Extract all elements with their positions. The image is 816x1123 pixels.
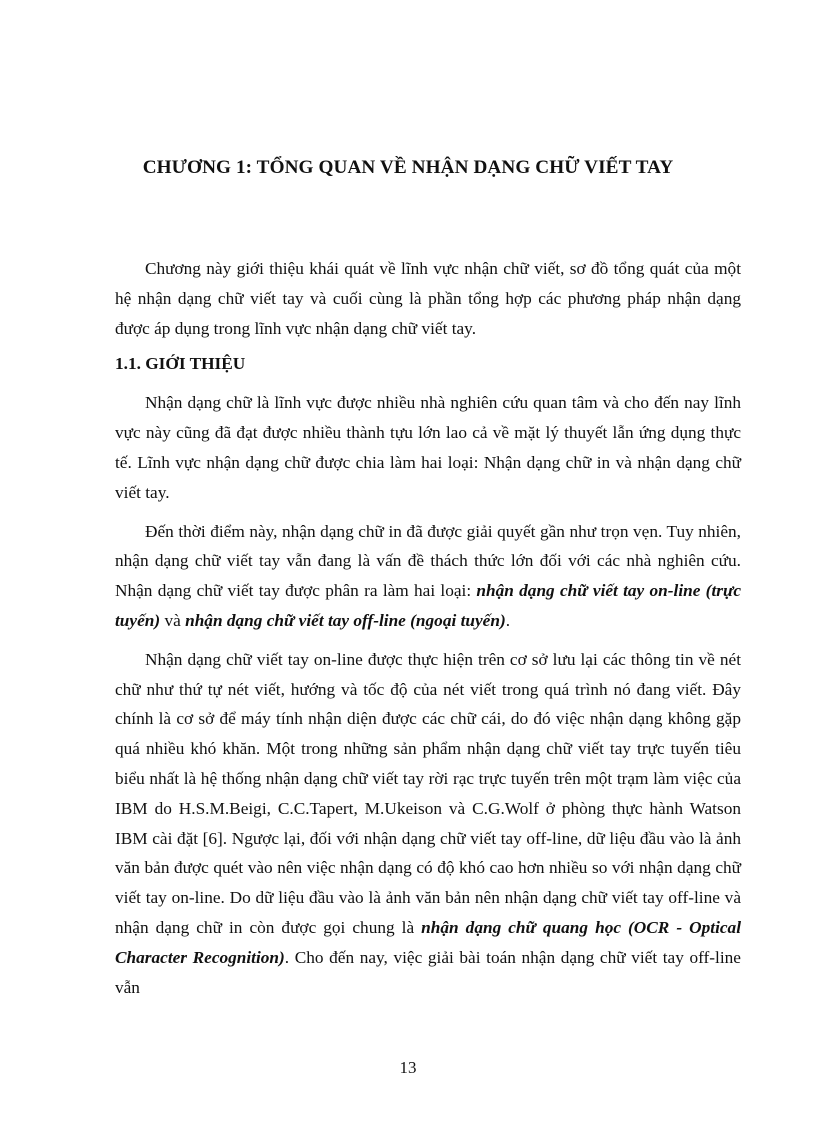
chapter-title: CHƯƠNG 1: TỔNG QUAN VỀ NHẬN DẠNG CHỮ VIẾT TAY — [142, 157, 674, 178]
paragraph-2 — [115, 517, 741, 636]
paragraph-2-text-2: và — [160, 610, 186, 630]
paragraph-2-emphasis-offline: nhận dạng chữ viết tay off-line (ngoại tuyến) — [185, 610, 506, 630]
paragraph-3-emphasis-ocr: nhận dạng chữ quang học (OCR - Optical Character Recognition) — [115, 917, 741, 967]
paragraph-2-text-3: . — [505, 610, 511, 630]
body-content — [115, 254, 741, 1011]
paragraph-2-text-1: Đến thời điểm này, nhận dạng chữ in đã được giải quyết gần như trọn vẹn. Tuy nhiên, nhận dạng chữ viết tay vẫn đang là vấn đề thách thức lớn đối với các nhà nghiên cứu. Nhận dạng chữ viết tay được phân ra làm hai loại: — [115, 521, 741, 601]
intro-paragraph: Chương này giới thiệu khái quát về lĩnh vực nhận chữ viết, sơ đồ tổng quát của một hệ nhận dạng chữ viết tay và cuối cùng là phần tổng hợp các phương pháp nhận dạng được áp dụng trong lĩnh vực nhận dạng chữ viết tay. — [115, 259, 741, 338]
paragraph-2-emphasis-online: nhận dạng chữ viết tay on-line (trực tuyến) — [115, 581, 741, 630]
page-number: 13 — [399, 1058, 417, 1077]
section-heading: 1.1. GIỚI THIỆU — [115, 354, 246, 374]
paragraph-3-text-2: . Cho đến nay, việc giải bài toán nhận dạng chữ viết tay off-line vẫn — [115, 947, 741, 997]
paragraph-3-text-1: Nhận dạng chữ viết tay on-line được thực hiện trên cơ sở lưu lại các thông tin về nét chữ như thứ tự nét viết, hướng và tốc độ của nét viết trong quá trình nó đang viết. Đây chính là cơ sở để máy tính nhận diện được các chữ cái, do đó việc nhận dạng không gặp quá nhiều khó khăn. Một trong những sản phẩm nhận dạng chữ viết tay trực tuyến tiêu biểu nhất là hệ thống nhận dạng chữ viết tay rời rạc trực tuyến trên một trạm làm việc của IBM do H.S.M.Beigi, C.C.Tapert, M.Ukeison và C.G.Wolf ở phòng thực hành Watson IBM cài đặt [6]. Ngược lại, đối với nhận dạng chữ viết tay off-line, dữ liệu đầu vào là ảnh văn bản được quét vào nên việc nhận dạng có độ khó cao hơn nhiều so với nhận dạng chữ viết tay on-line. Do dữ liệu đầu vào là ảnh văn bản nên nhận dạng chữ viết tay off-line và nhận dạng chữ in còn được gọi chung là — [115, 649, 741, 937]
paragraph-1: Nhận dạng chữ là lĩnh vực được nhiều nhà nghiên cứu quan tâm và cho đến nay lĩnh vực này cũng đã đạt được nhiều thành tựu lớn lao cả về mặt lý thuyết lẫn ứng dụng thực tế. Lĩnh vực nhận dạng chữ được chia làm hai loại: Nhận dạng chữ in và nhận dạng chữ viết tay. — [115, 393, 741, 502]
paragraph-3 — [115, 645, 741, 1003]
